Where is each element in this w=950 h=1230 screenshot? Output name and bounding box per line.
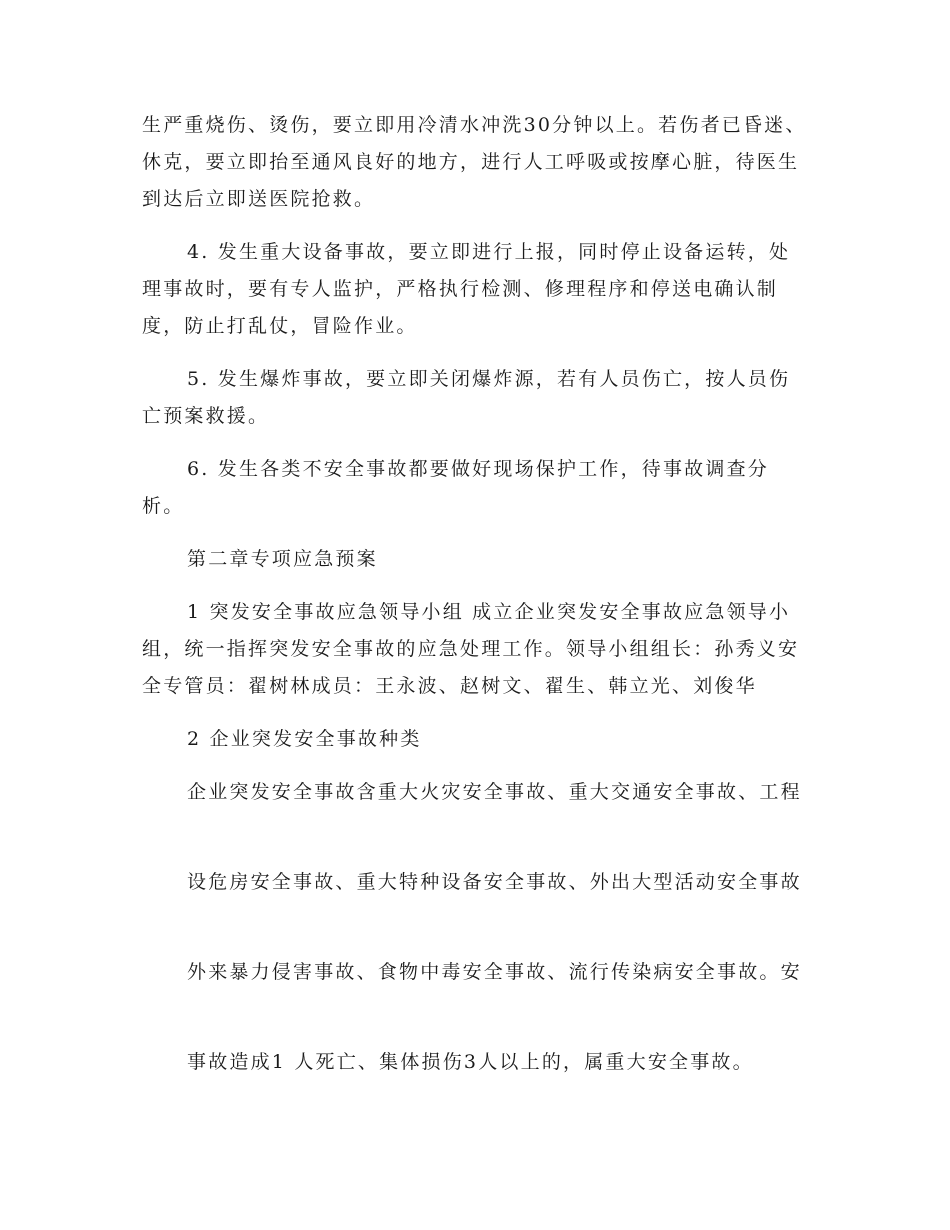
paragraph-major-accident-definition: 事故造成1 人死亡、集体损伤3人以上的，属重大安全事故。 — [187, 1051, 754, 1073]
paragraph-accident-types-line-1: 企业突发安全事故含重大火灾安全事故、重大交通安全事故、工程 — [187, 781, 802, 803]
paragraph-scene-protection: 6. 发生各类不安全事故都要做好现场保护工作，待事故调查分析。 — [142, 458, 769, 517]
paragraph-injury-treatment: 生严重烧伤、烫伤，要立即用冷清水冲洗30分钟以上。若伤者已昏迷、休克，要立即抬至通风良好的地方，进行人工呼吸或按摩心脏，待医生到达后立即送医院抢救。 — [142, 114, 807, 210]
paragraph-equipment-accident: 4. 发生重大设备事故，要立即进行上报，同时停止设备运转，处理事故时，要有专人监护，严格执行检测、修理程序和停送电确认制度，防止打乱仗，冒险作业。 — [142, 241, 791, 337]
paragraph-accident-types-line-3: 外来暴力侵害事故、食物中毒安全事故、流行传染病安全事故。安 — [187, 961, 802, 983]
section-heading-accident-types: 2 企业突发安全事故种类 — [187, 728, 422, 750]
chapter-heading: 第二章专项应急预案 — [187, 548, 378, 570]
paragraph-leadership-group: 1 突发安全事故应急领导小组 成立企业突发安全事故应急领导小组，统一指挥突发安全事故的应急处理工作。领导小组组长：孙秀义安全专管员：翟树林成员：王永波、赵树文、翟生、韩立光、刘俊华 — [142, 601, 800, 697]
paragraph-accident-types-line-2: 设危房安全事故、重大特种设备安全事故、外出大型活动安全事故 — [187, 871, 802, 893]
paragraph-explosion-accident: 5. 发生爆炸事故，要立即关闭爆炸源，若有人员伤亡，按人员伤亡预案救援。 — [142, 368, 791, 427]
